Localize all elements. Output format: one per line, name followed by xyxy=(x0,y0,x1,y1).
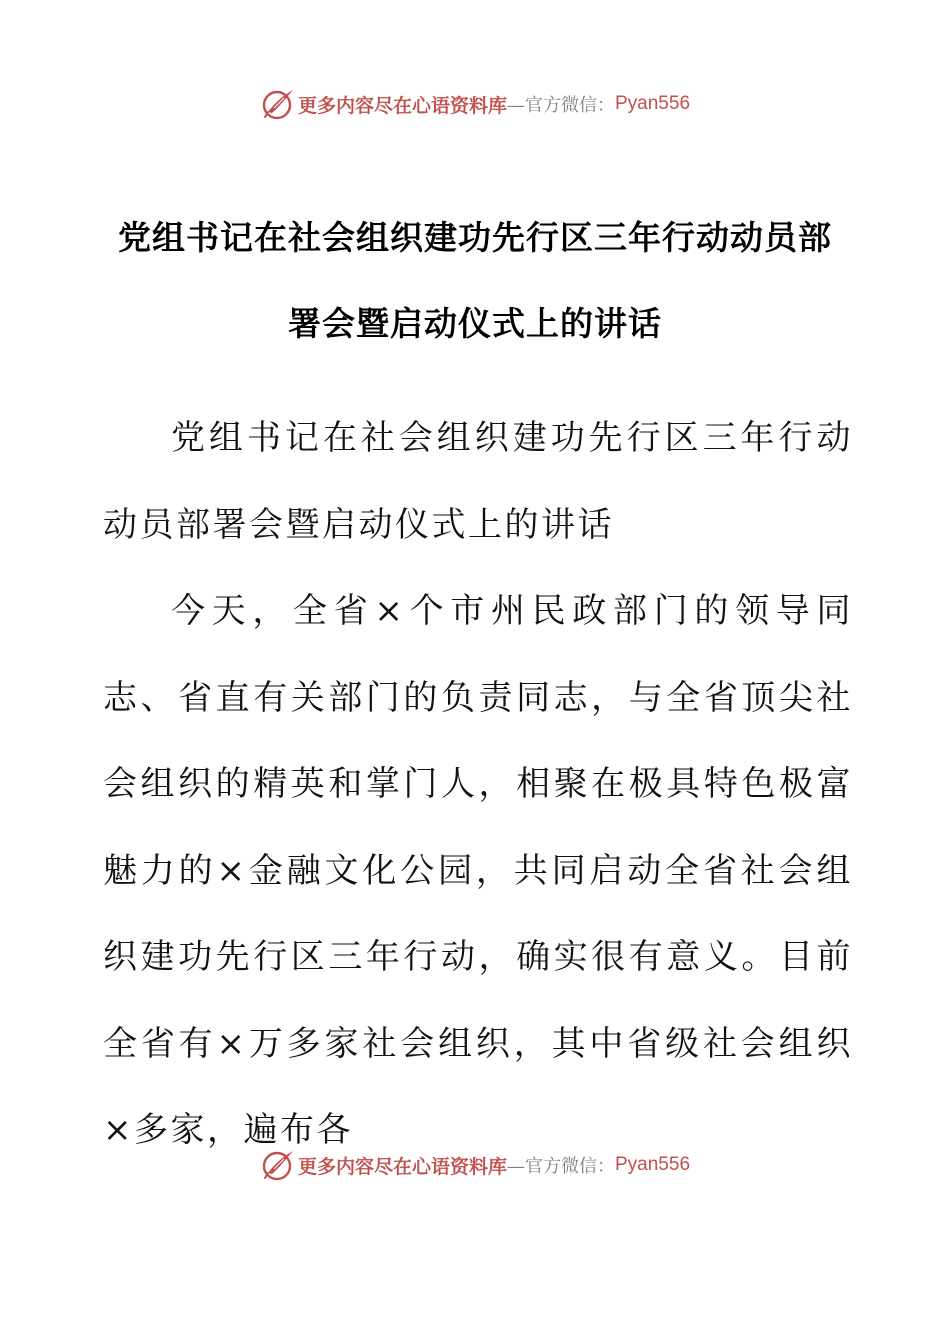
quill-logo-icon xyxy=(260,1147,296,1183)
banner-wechat-id: Pyan556 xyxy=(615,1154,691,1175)
banner-wechat-id: Pyan556 xyxy=(615,93,691,114)
paragraph-restated-title: 党组书记在社会组织建功先行区三年行动动员部署会暨启动仪式上的讲话 xyxy=(103,418,853,545)
page-title-line-2: 署会暨启动仪式上的讲话 xyxy=(288,304,662,343)
banner-brand-text: 更多内容尽在心语资料库 xyxy=(297,94,507,117)
paragraph-opening: 今天，全省×个市州民政部门的领导同志、省直有关部门的负责同志，与全省顶尖社会组织的精英和掌门人，相聚在极具特色极富魅力的×金融文化公园，共同启动全省社会组织建功先行区三年行动，确实很有意义。目前全省有×万多家社会组织，其中省级社会组织×多家，遍布各 xyxy=(103,591,853,1150)
banner-wechat-label: —官方微信： xyxy=(507,95,615,116)
banner-wechat-label: —官方微信： xyxy=(507,1156,615,1177)
footer-banner xyxy=(0,1143,950,1187)
header-banner xyxy=(0,82,950,126)
quill-logo-icon xyxy=(260,86,296,122)
page-title-line-1: 党组书记在社会组织建功先行区三年行动动员部 xyxy=(118,218,832,257)
document-body xyxy=(103,395,853,1174)
banner-brand-text: 更多内容尽在心语资料库 xyxy=(297,1155,507,1178)
